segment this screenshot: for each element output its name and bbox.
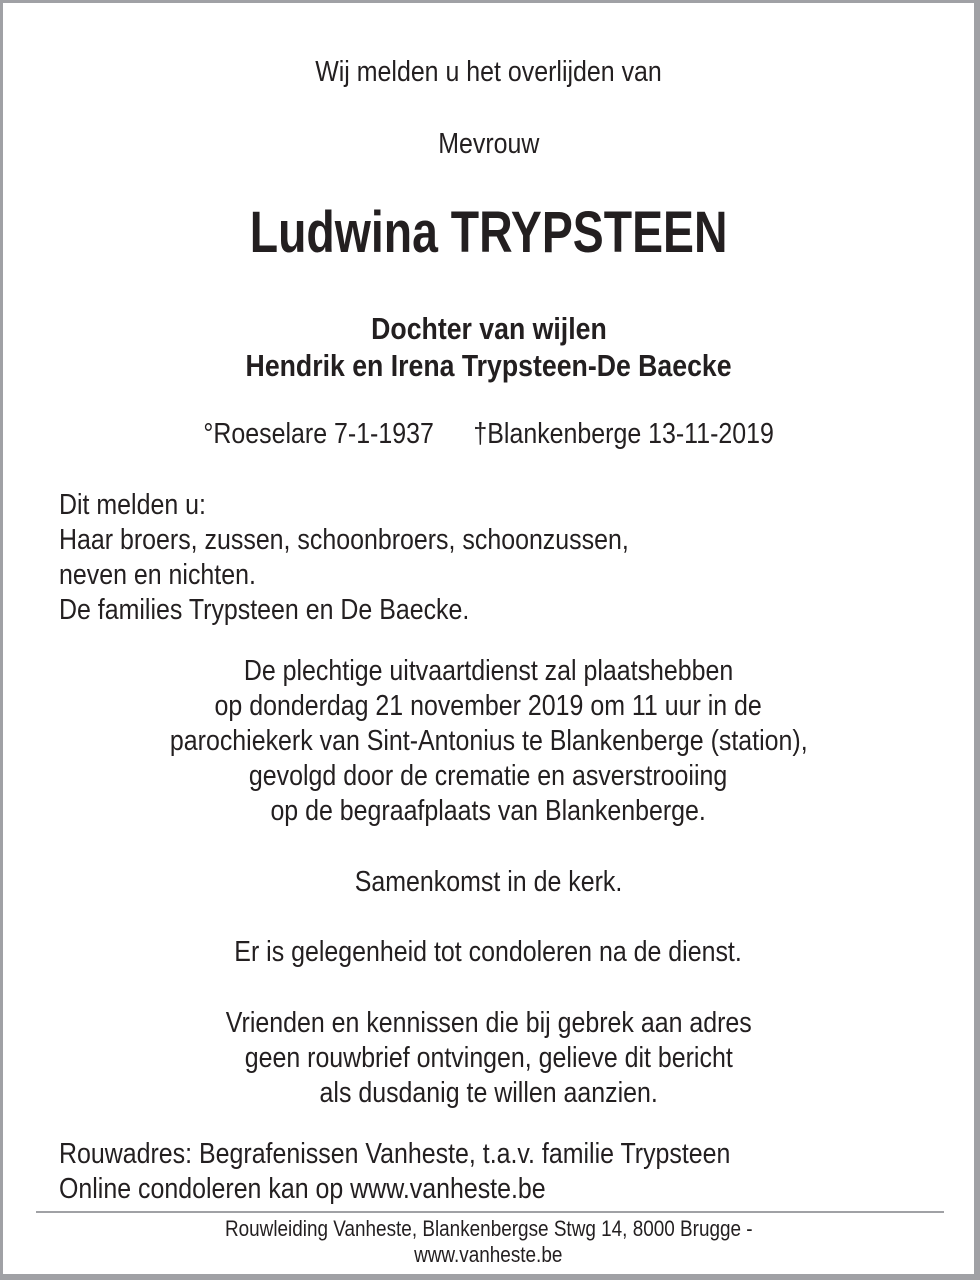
friends-line — [3, 1076, 974, 1110]
service-text: parochiekerk van Sint-Antonius te Blankenberge (station), — [169, 725, 808, 757]
address-text: Rouwadres: Begrafenissen Vanheste, t.a.v. familie Trypsteen — [59, 1138, 731, 1170]
service-line — [3, 689, 974, 723]
announcer-line — [59, 558, 980, 592]
service-text: op donderdag 21 november 2019 om 11 uur in de — [214, 690, 763, 722]
address-line — [59, 1137, 980, 1171]
online-condolence-line — [59, 1172, 980, 1206]
footer-divider — [36, 1211, 944, 1213]
parents-label-1: Dochter van wijlen — [370, 311, 607, 346]
announcer-line — [59, 593, 980, 627]
gathering-text: Samenkomst in de kerk. — [354, 866, 623, 898]
life-dates-row — [203, 417, 773, 451]
honorific-label: Mevrouw — [437, 128, 540, 160]
life-dates — [3, 417, 974, 451]
friends-line — [3, 1006, 974, 1040]
honorific — [3, 127, 974, 161]
service-text: De plechtige uitvaartdienst zal plaatshebben — [243, 655, 734, 687]
announcer-text: De families Trypsteen en De Baecke. — [59, 594, 470, 626]
obituary-notice — [3, 3, 974, 1274]
gathering-line — [3, 865, 974, 899]
service-line — [3, 794, 974, 828]
funeral-director-address: Rouwleiding Vanheste, Blankenbergse Stwg 14, 8000 Brugge - — [224, 1216, 753, 1241]
service-text: gevolgd door de crematie en asverstrooiing — [249, 760, 728, 792]
footer-line-2 — [3, 1242, 974, 1268]
service-line — [3, 759, 974, 793]
condolence-text: Er is gelegenheid tot condoleren na de dienst. — [234, 936, 743, 968]
condolence-line — [3, 935, 974, 969]
death-date: †Blankenberge 13-11-2019 — [473, 418, 774, 450]
friends-text: Vrienden en kennissen die bij gebrek aan adres — [225, 1007, 752, 1039]
service-line — [3, 654, 974, 688]
funeral-director-website: www.vanheste.be — [414, 1242, 563, 1267]
parents-line-2 — [3, 348, 974, 384]
service-line — [3, 724, 974, 758]
intro-text — [3, 55, 974, 89]
friends-text: als dusdanig te willen aanzien. — [319, 1077, 658, 1109]
intro-label: Wij melden u het overlijden van — [315, 56, 662, 88]
footer-line-1 — [3, 1216, 974, 1242]
online-condolence-text: Online condoleren kan op www.vanheste.be — [59, 1173, 546, 1205]
deceased-name — [3, 201, 974, 265]
birth-date: °Roeselare 7-1-1937 — [203, 418, 434, 450]
announcer-text: Dit melden u: — [59, 489, 206, 521]
service-text: op de begraafplaats van Blankenberge. — [270, 795, 707, 827]
deceased-name-label: Ludwina TRYPSTEEN — [249, 200, 728, 265]
friends-line — [3, 1041, 974, 1075]
announcer-text: Haar broers, zussen, schoonbroers, schoonzussen, — [59, 524, 629, 556]
announcer-text: neven en nichten. — [59, 559, 256, 591]
announcer-line — [59, 523, 980, 557]
announcer-line — [59, 488, 980, 522]
friends-text: geen rouwbrief ontvingen, gelieve dit bericht — [244, 1042, 733, 1074]
parents-label-2: Hendrik en Irena Trypsteen-De Baecke — [245, 348, 732, 383]
parents-line-1 — [3, 311, 974, 347]
